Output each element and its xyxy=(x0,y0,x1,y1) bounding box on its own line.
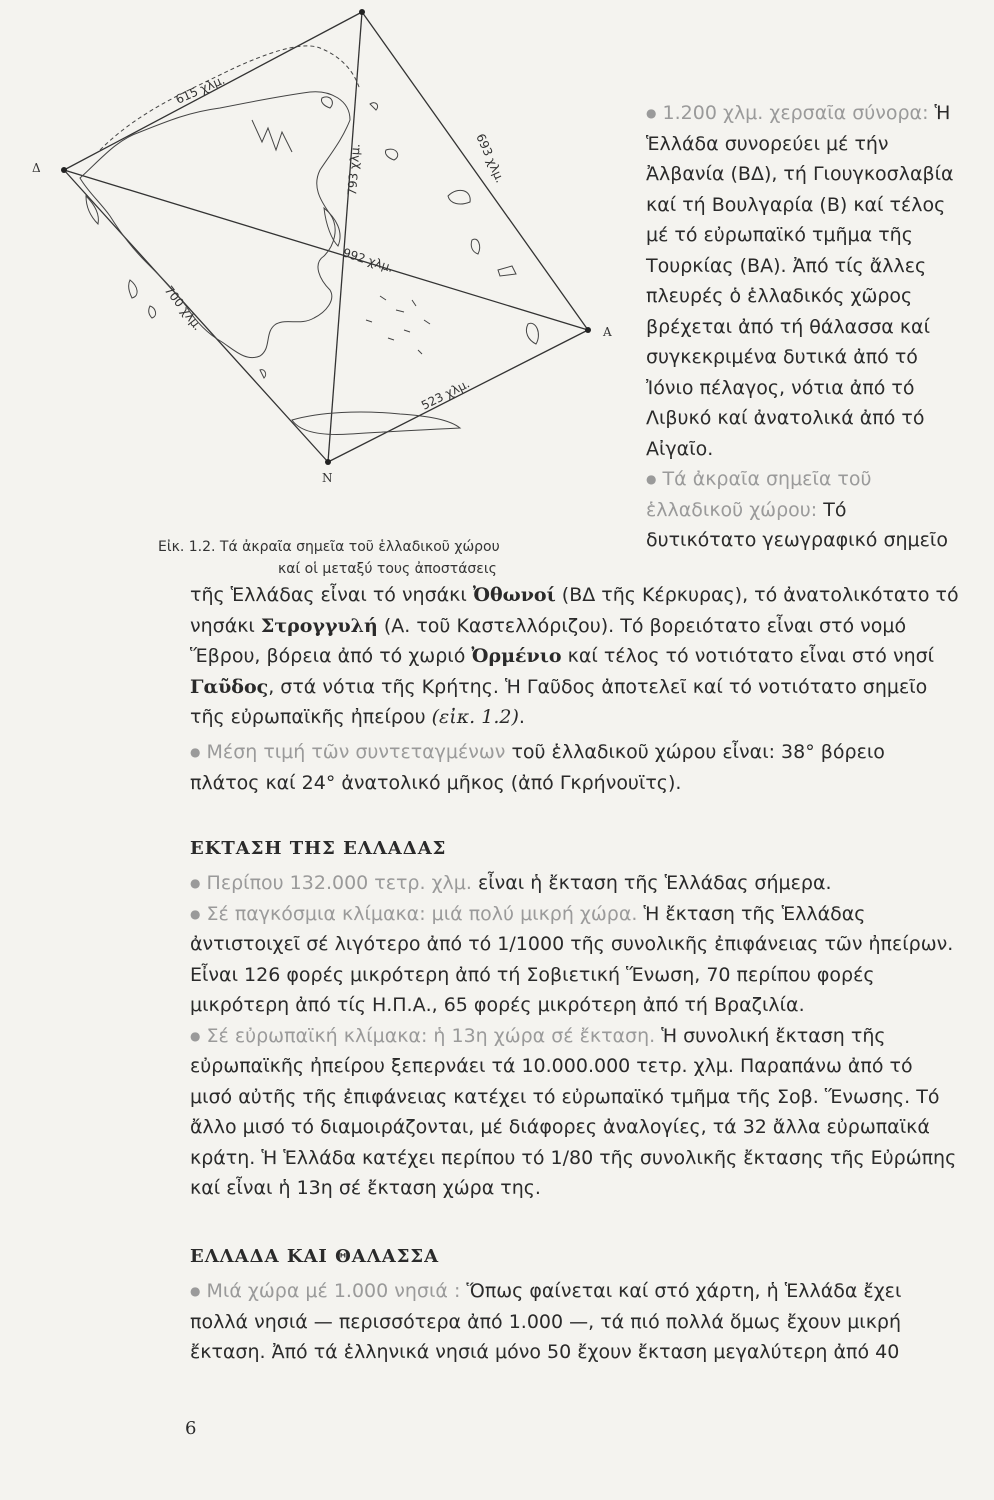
line-north-south xyxy=(328,12,362,462)
area-b3-text: Ἡ συνολική ἔκταση τῆς εὐρωπαϊκῆς ἠπείρου ξεπερνάει τά 10.000.000 τετρ. χλμ. Παραπάνω ἀπό τό μισό αὐτῆς τῆς ἐπιφάνειας κατέχει τό εὐρωπαϊκό τμῆμα τῆς Σοβ. Ἕνωσης. Τό ἄλλο μισό τό διαμοιράζονται, μέ διάφορες ἀναλογίες, τά 32 ἄλλα εὐρωπαϊκά κράτη. Ἡ Ἑλλάδα κατέχει περίπου τό 1/80 τῆς συνολικῆς ἔκτασης τῆς Εὐρώπης καί εἶναι ἡ 13η σέ ἔκταση χώρα της. xyxy=(190,1024,957,1199)
samothrace xyxy=(370,103,378,110)
borders-paragraph xyxy=(646,98,962,464)
bullet-icon: ● xyxy=(646,106,657,120)
extreme-text-6: . xyxy=(518,706,525,728)
area-bullet-1 xyxy=(190,868,960,899)
extreme-text-4: καί τέλος τό νοτιότατο εἶναι στό νησί xyxy=(561,645,935,667)
extreme-points-paragraph xyxy=(190,580,960,733)
area-b2-text: Ἡ ἔκταση τῆς Ἑλλάδας ἀντιστοιχεῖ σέ λιγότερο ἀπό τό 1/1000 τῆς συνολικῆς ἐπιφάνειας τῶν ἠπείρων. Εἶναι 126 φορές μικρότερη ἀπό τή Σοβιετική Ἕνωση, 70 περίπου φορές μικρότερη ἀπό τίς Η.Π.Α., 65 φορές μικρότερη ἀπό τή Βραζιλία. xyxy=(190,902,954,1016)
extreme-text-1: τῆς Ἑλλάδας εἶναι τό νησάκι xyxy=(190,584,473,606)
zakynthos xyxy=(149,306,156,318)
figure-caption xyxy=(158,536,638,580)
limnos xyxy=(385,149,397,160)
kefalonia xyxy=(129,280,137,298)
area-b3-highlight: Σέ εὐρωπαϊκή κλίμακα: ἡ 13η χώρα σέ ἔκταση. xyxy=(206,1024,656,1047)
extreme-text-2: (ΒΔ τῆς Κέρκυρας), τό ἀνατολικότατο τό νησάκι xyxy=(190,584,959,637)
bullet-icon: ● xyxy=(190,906,201,921)
mean-coords-text: τοῦ ἑλλαδικοῦ χώρου εἶναι: 38° βόρειο πλάτος καί 24° ἀνατολικό μῆκος (ἀπό Γκρήνουϊτς). xyxy=(190,741,885,794)
area-b1-highlight: Περίπου 132.000 τετρ. χλμ. xyxy=(206,872,472,894)
borders-text: Ἡ Ἑλλάδα συνορεύει μέ τήν Ἀλβανία (ΒΔ), τή Γιουγκοσλαβία καί τή Βουλγαρία (Β) καί τέλος μέ τό εὐρωπαϊκό τμῆμα τῆς Τουρκίας (ΒΑ). Ἀπό τίς ἄλλες πλευρές ὁ ἑλλαδικός χῶρος βρέχεται ἀπό τή θάλασσα καί συγκεκριμένα δυτικά ἀπό τό Ἰόνιο πέλαγος, νότια ἀπό τό Λιβυκό καί ἀνατολικά ἀπό τό Αἰγαῖο. xyxy=(646,102,954,460)
west-point-label: Δ xyxy=(32,161,41,175)
greece-extreme-points-map xyxy=(20,0,640,490)
west-point-marker xyxy=(61,167,67,173)
area-bullet-3 xyxy=(190,1021,960,1204)
extreme-text-3: (Α. τοῦ Καστελλόριζου). Τό βορειότατο εἶναι στό νομό Ἕβρου, βόρεια ἀπό τό χωριό xyxy=(190,614,907,667)
extreme-point-markers xyxy=(61,9,591,465)
extreme-points-highlight: Τά ἀκραῖα σημεῖα τοῦ ἑλλαδικοῦ χώρου: xyxy=(646,468,872,521)
gavdos-name: Γαῦδος xyxy=(190,675,269,698)
sea-b1-highlight: Μιά χώρα μέ 1.000 νησιά : xyxy=(206,1280,461,1302)
lesvos xyxy=(448,190,470,204)
south-point-label: Ν xyxy=(322,471,333,485)
othonoi-name: Ὀθωνοί xyxy=(472,584,556,606)
area-b2-highlight: Σέ παγκόσμια κλίμακα: μιά πολύ μικρή χώρα. xyxy=(206,902,638,925)
extreme-points-paragraph-start xyxy=(646,464,962,556)
crete xyxy=(292,412,460,434)
section-title-sea: ΕΛΛΑΔΑ ΚΑΙ ΘΑΛΑΣΣΑ xyxy=(190,1246,440,1267)
borders-highlight: 1.200 χλμ. χερσαῖα σύνορα: xyxy=(662,102,929,124)
bullet-icon: ● xyxy=(190,1028,201,1043)
caption-line-2: καί οἱ μεταξύ τους ἀποστάσεις xyxy=(278,561,497,577)
sea-bullet-1 xyxy=(190,1276,960,1368)
section-title-area: ΕΚΤΑΣΗ ΤΗΣ ΕΛΛΑΔΑΣ xyxy=(190,838,447,859)
area-bullet-2 xyxy=(190,899,960,1021)
samos xyxy=(498,266,516,276)
distance-label-west-south: 700 χλμ. xyxy=(161,283,205,333)
chalkidiki xyxy=(252,120,292,152)
thasos xyxy=(321,97,332,108)
figure-reference: (εἰκ. 1.2) xyxy=(431,706,519,728)
greece-outline xyxy=(80,46,538,435)
extreme-points-start: Τό δυτικότατο γεωγραφικό σημεῖο xyxy=(646,498,948,551)
mean-coordinates-paragraph xyxy=(190,737,960,798)
north-point-marker xyxy=(359,9,365,15)
mean-coords-highlight: Μέση τιμή τῶν συντεταγμένων xyxy=(206,741,506,763)
map-drawing xyxy=(20,0,640,490)
line-west-east xyxy=(64,170,588,330)
distance-label-south-east: 523 χλμ. xyxy=(419,376,472,413)
distance-label-north-south: 793 χλμ. xyxy=(345,143,363,197)
south-point-marker xyxy=(325,459,331,465)
mainland-coast xyxy=(80,92,350,358)
bullet-icon: ● xyxy=(190,1284,201,1298)
distance-label-west-east: 992 χλμ. xyxy=(341,245,396,275)
east-point-label: Α xyxy=(603,325,612,339)
cyclades xyxy=(366,296,430,354)
line-north-east xyxy=(362,12,588,330)
east-point-marker xyxy=(585,327,591,333)
distance-lines xyxy=(64,12,588,462)
area-section-body xyxy=(190,868,960,1204)
right-column-text xyxy=(646,98,962,556)
caption-line-1: Εἰκ. 1.2. Τά ἀκραῖα σημεῖα τοῦ ἑλλαδικοῦ χώρου xyxy=(158,539,500,555)
rhodes xyxy=(526,323,538,344)
strongyli-name: Στρογγυλή xyxy=(260,614,378,637)
chios xyxy=(471,239,479,254)
bullet-icon: ● xyxy=(646,472,657,486)
sea-b1-text: Ὅπως φαίνεται καί στό χάρτη, ἡ Ἑλλάδα ἔχει πολλά νησιά — περισσότερα ἀπό 1.000 —, τά πιό πολλά ὅμως ἔχουν μικρή ἔκταση. Ἀπό τά ἑλληνικά νησιά μόνο 50 ἔχουν ἔκταση μεγαλύτερη ἀπό 40 xyxy=(190,1280,902,1363)
extreme-text-5: , στά νότια τῆς Κρήτης. Ἡ Γαῦδος ἀποτελεῖ καί τό νοτιότατο σημεῖο τῆς εὐρωπαϊκῆς ἠπείρου xyxy=(190,675,928,728)
page-number: 6 xyxy=(185,1418,197,1439)
distance-label-north-east: 693 χλμ. xyxy=(473,131,508,185)
bullet-icon: ● xyxy=(190,745,201,759)
evia xyxy=(324,208,340,246)
distance-label-west-north: 615 χλμ. xyxy=(173,72,227,107)
area-b1-text: εἶναι ἡ ἔκταση τῆς Ἑλλάδας σήμερα. xyxy=(471,872,832,894)
sea-section-body xyxy=(190,1276,960,1368)
bullet-icon: ● xyxy=(190,876,201,890)
ormenio-name: Ὀρμένιο xyxy=(471,645,562,667)
kythira xyxy=(260,370,266,378)
border-north xyxy=(100,46,360,150)
